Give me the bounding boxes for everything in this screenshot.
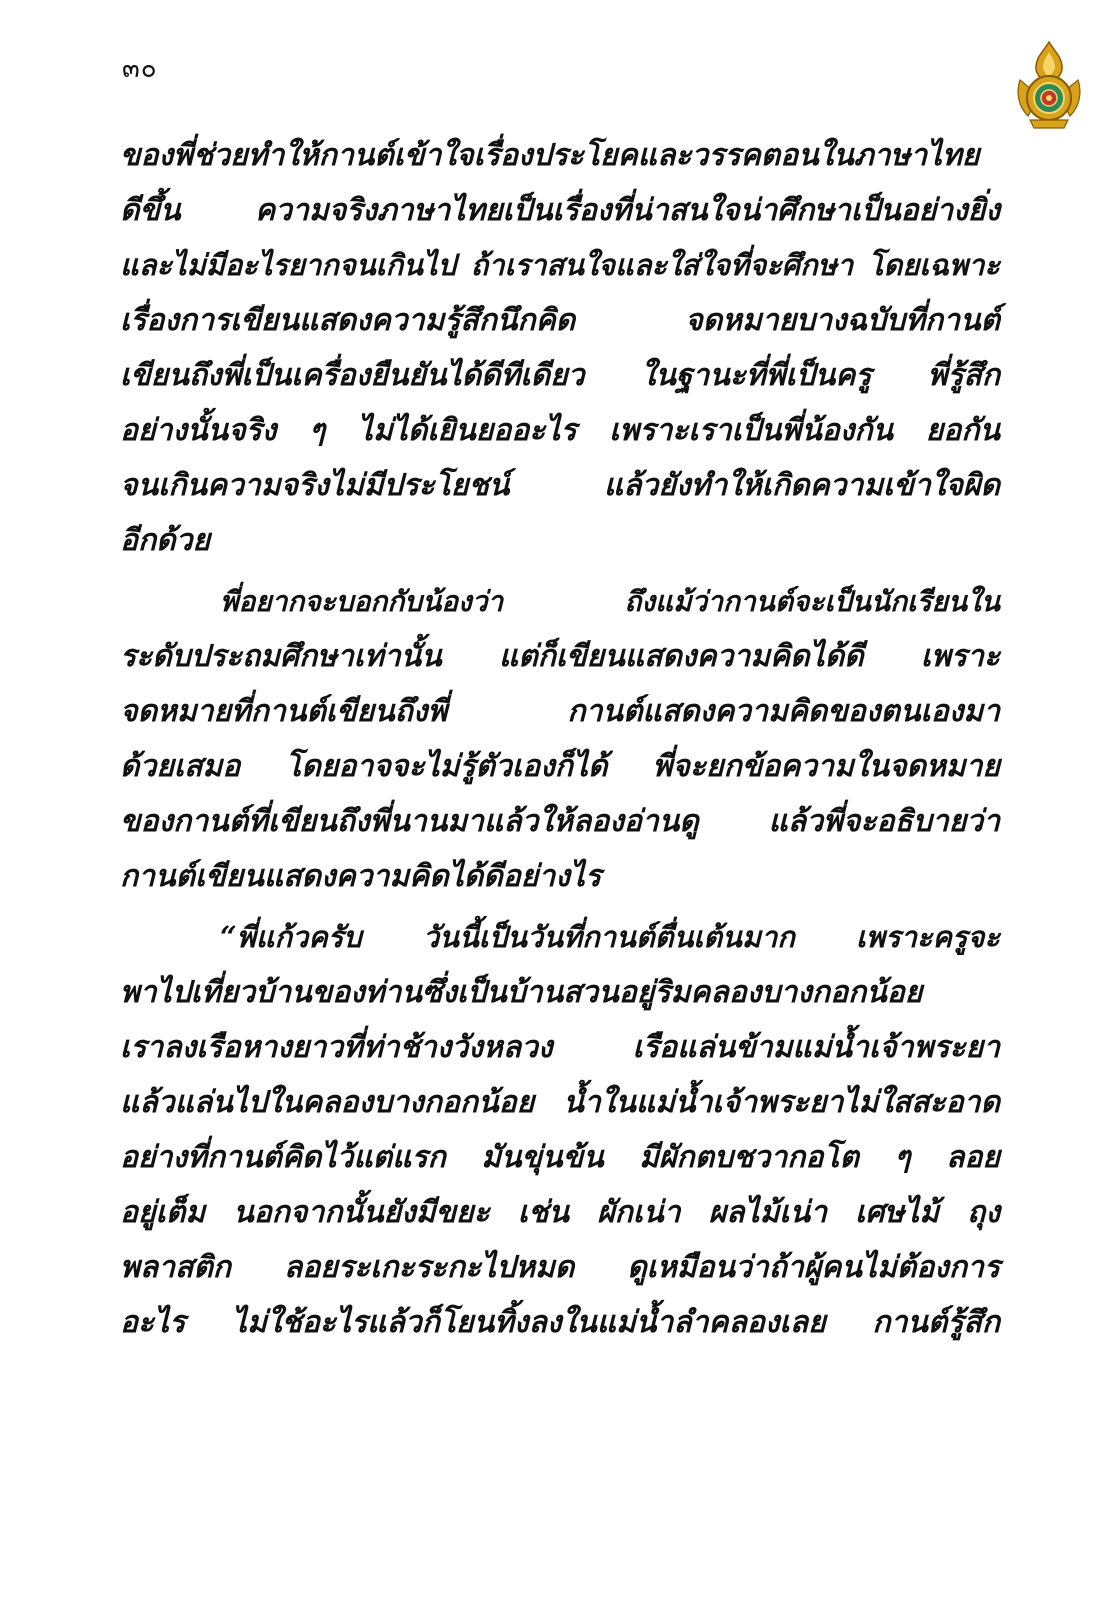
text-line: พาไปเที่ยวบ้านของท่านซึ่งเป็นบ้านสวนอยู่ริมคลองบางกอกน้อย: [120, 975, 923, 1010]
paragraph: [120, 910, 1000, 1350]
paragraph: [120, 574, 1000, 904]
text-line: แล้วแล่นไปในคลองบางกอกน้อย น้ำในแม่น้ำเจ้าพระยาไม่ใสสะอาด: [120, 1085, 1000, 1120]
text-line: เราลงเรือหางยาวที่ท่าช้างวังหลวง เรือแล่นข้ามแม่น้ำเจ้าพระยา: [120, 1030, 1000, 1065]
text-line: อยู่เต็ม นอกจากนั้นยังมีขยะ เช่น ผักเน่า ผลไม้เน่า เศษไม้ ถุง: [120, 1195, 1000, 1230]
text-line: อย่างนั้นจริง ๆ ไม่ได้เยินยออะไร เพราะเราเป็นพี่น้องกัน ยอกัน: [120, 413, 1000, 448]
text-line: ดีขึ้น ความจริงภาษาไทยเป็นเรื่องที่น่าสนใจน่าศึกษาเป็นอย่างยิ่ง: [120, 193, 1000, 228]
text-line: และไม่มีอะไรยากจนเกินไป ถ้าเราสนใจและใส่ใจที่จะศึกษา โดยเฉพาะ: [120, 248, 1000, 282]
text-line: เรื่องการเขียนแสดงความรู้สึกนึกคิด จดหมายบางฉบับที่กานต์: [120, 303, 1000, 338]
text-line: พลาสติก ลอยระเกะระกะไปหมด ดูเหมือนว่าถ้าผู้คนไม่ต้องการ: [120, 1250, 1000, 1285]
text-line: ด้วยเสมอ โดยอาจจะไม่รู้ตัวเองก็ได้ พี่จะยกข้อความในจดหมาย: [120, 749, 1000, 784]
text-line: เขียนถึงพี่เป็นเครื่องยืนยันได้ดีทีเดียว ในฐานะที่พี่เป็นครู พี่รู้สึก: [120, 358, 1000, 393]
text-line: ของกานต์ที่เขียนถึงพี่นานมาแล้วให้ลองอ่านดู แล้วพี่จะอธิบายว่า: [120, 804, 1000, 839]
text-line: ระดับประถมศึกษาเท่านั้น แต่ก็เขียนแสดงความคิดได้ดี เพราะ: [120, 639, 1000, 674]
text-line: “พี่แก้วครับ วันนี้เป็นวันที่กานต์ตื่นเต้นมาก เพราะครูจะ: [220, 920, 1000, 954]
text-line: อีกด้วย: [120, 523, 211, 558]
page-number: ๓๐: [122, 54, 158, 84]
text-line: ของพี่ช่วยทำให้กานต์เข้าใจเรื่องประโยคและวรรคตอนในภาษาไทย: [120, 138, 980, 173]
text-line: จดหมายที่กานต์เขียนถึงพี่ กานต์แสดงความคิดของตนเองมา: [120, 694, 1000, 729]
text-line: อย่างที่กานต์คิดไว้แต่แรก มันขุ่นข้น มีผักตบชวากอโต ๆ ลอย: [120, 1140, 1000, 1175]
body-text: [120, 128, 1000, 1350]
text-line: จนเกินความจริงไม่มีประโยชน์ แล้วยังทำให้เกิดความเข้าใจผิด: [120, 468, 1000, 503]
text-line: อะไร ไม่ใช้อะไรแล้วก็โยนทิ้งลงในแม่น้ำลำคลองเลย กานต์รู้สึก: [120, 1305, 1000, 1340]
text-line: พี่อยากจะบอกกับน้องว่า ถึงแม้ว่ากานต์จะเป็นนักเรียนใน: [220, 585, 1000, 618]
paragraph: [120, 128, 1000, 568]
emblem-logo-icon: [1010, 40, 1088, 130]
text-line: กานต์เขียนแสดงความคิดได้ดีอย่างไร: [120, 859, 602, 894]
